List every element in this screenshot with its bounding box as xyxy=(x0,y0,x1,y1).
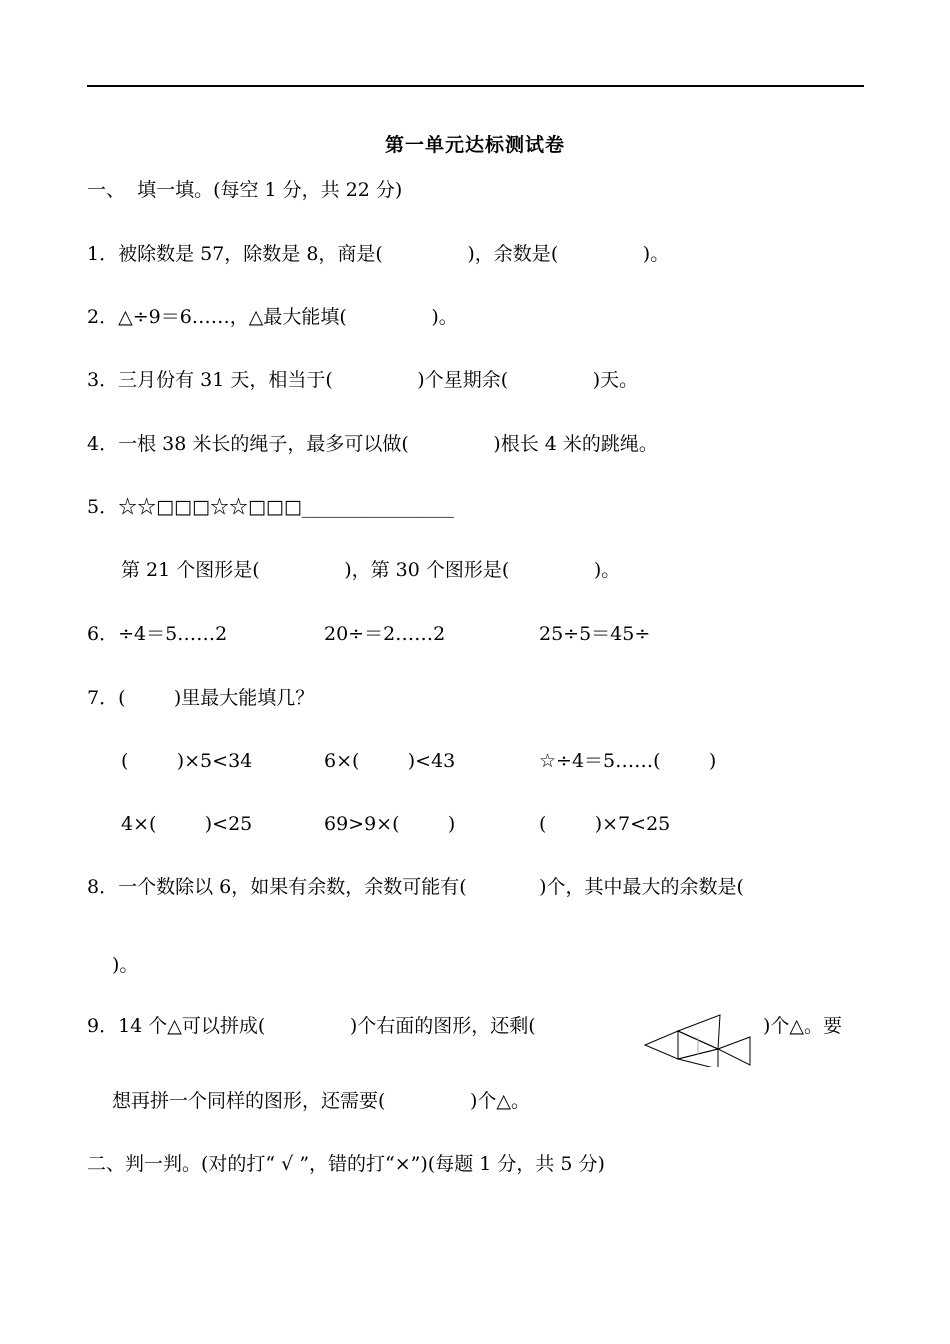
question-2: 2．△÷9＝6……，△最大能填( )。 xyxy=(87,306,458,328)
question-7-r2b: 69>9×( ) xyxy=(324,813,456,835)
question-9-line2: 想再拼一个同样的图形，还需要( )个△。 xyxy=(112,1090,530,1112)
question-7-r1b: 6×( )<43 xyxy=(324,750,456,772)
question-3: 3．三月份有 31 天，相当于( )个星期余( )天。 xyxy=(87,369,639,391)
question-8-line1: 8．一个数除以 6，如果有余数，余数可能有( )个，其中最大的余数是( xyxy=(87,876,744,898)
question-7-r1c: ☆÷4＝5……( ) xyxy=(539,750,717,772)
section1-heading: 一、 填一填。(每空 1 分，共 22 分) xyxy=(87,179,403,201)
question-5-pattern: 5．☆☆□□□☆☆□□□________________ xyxy=(87,496,454,518)
question-7-r2a: 4×( )<25 xyxy=(121,813,253,835)
question-4: 4．一根 38 米长的绳子，最多可以做( )根长 4 米的跳绳。 xyxy=(87,433,658,455)
question-5-sub: 第 21 个图形是( )，第 30 个图形是( )。 xyxy=(121,559,621,581)
question-6c: 25÷5＝45÷ xyxy=(539,623,651,645)
question-9-part2: )个△。要 xyxy=(763,1015,843,1037)
question-6a: 6．÷4＝5……2 xyxy=(87,623,228,645)
question-7-stem: 7．( )里最大能填几？ xyxy=(87,687,315,709)
triangle-figure-icon xyxy=(642,1007,762,1067)
section2-heading: 二、判一判。(对的打“ √ ”，错的打“×”)(每题 1 分，共 5 分) xyxy=(87,1153,605,1175)
question-1: 1．被除数是 57，除数是 8，商是( )，余数是( )。 xyxy=(87,243,670,265)
question-7-r1a: ( )×5<34 xyxy=(121,750,253,772)
question-7-r2c: ( )×7<25 xyxy=(539,813,671,835)
page-title: 第一单元达标测试卷 xyxy=(384,134,565,156)
question-9-part1: 9．14 个△可以拼成( )个右面的图形，还剩( xyxy=(87,1015,536,1037)
question-6b: 20÷＝2……2 xyxy=(324,623,446,645)
header-rule xyxy=(87,85,864,87)
question-8-line2: )。 xyxy=(112,954,139,976)
